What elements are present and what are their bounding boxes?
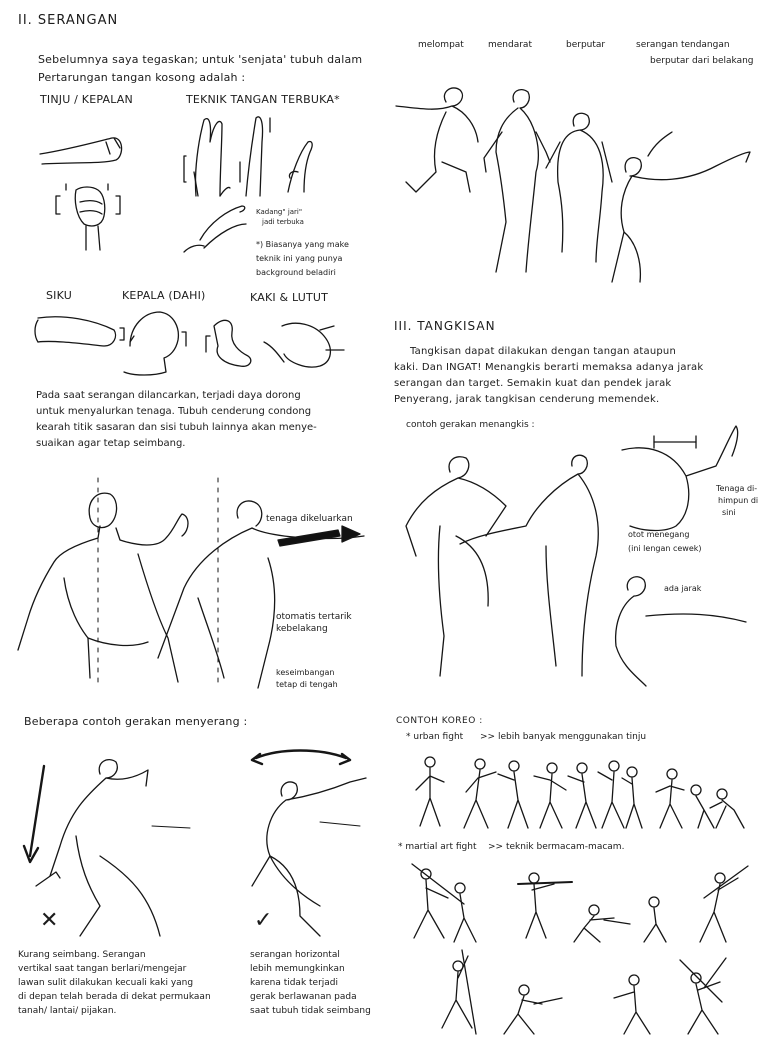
footnote-line-1: *) Biasanya yang make	[256, 240, 349, 249]
serangan-para-line: suaikan agar tetap seimbang.	[36, 438, 186, 449]
fist-drawing	[36, 120, 136, 260]
urban-fight-label: * urban fight	[406, 732, 464, 742]
wrong-line: di depan telah berada di dekat permukaan	[18, 992, 211, 1002]
right-line: gerak berlawanan pada	[250, 992, 357, 1002]
wrong-line: Kurang seimbang. Serangan	[18, 950, 146, 960]
label-auto-pull-1: otomatis tertarik	[276, 612, 352, 622]
label-head: KEPALA (DAHI)	[122, 289, 206, 302]
block-example-label: contoh gerakan menangkis :	[406, 420, 535, 430]
tangkisan-para-line: Penyerang, jarak tangkisan cenderung memendek.	[394, 394, 660, 405]
move-spin-label: berputar	[566, 40, 606, 50]
power-note-2: himpun di	[718, 496, 759, 505]
tangkisan-para-line: Tangkisan dapat dilakukan dengan tangan ataupun	[410, 346, 677, 357]
label-fist: TINJU / KEPALAN	[40, 93, 133, 106]
serangan-para-line: untuk menyalurkan tenaga. Tubuh cenderung condong	[36, 406, 312, 417]
move-kick-label-2: berputar dari belakang	[650, 56, 754, 66]
urban-fight-note: >> lebih banyak menggunakan tinju	[480, 732, 647, 742]
tangkisan-para-line: serangan dan target. Semakin kuat dan pendek jarak	[394, 378, 672, 389]
move-jump-label: melompat	[418, 40, 464, 50]
label-open-hand: TEKNIK TANGAN TERBUKA*	[186, 93, 340, 106]
wrong-line: tanah/ lantai/ pijakan.	[18, 1006, 117, 1016]
wrong-line: lawan sulit dilakukan kecuali kaki yang	[18, 978, 194, 988]
right-line: serangan horizontal	[250, 950, 340, 960]
urban-fight-sequence	[410, 750, 754, 840]
attack-examples-heading: Beberapa contoh gerakan menyerang :	[24, 715, 248, 728]
muscle-note-2: (ini lengan cewek)	[628, 544, 702, 553]
serangan-para-line: kearah titik sasaran dan sisi tubuh lainnya akan menye-	[36, 422, 317, 433]
note-fingers-1: Kadang" jari"	[256, 208, 303, 216]
choreo-heading: CONTOH KOREO :	[396, 716, 483, 726]
attack-example-figures	[20, 746, 376, 956]
note-fingers-2: jadi terbuka	[262, 218, 304, 226]
footnote-line-2: teknik ini yang punya	[256, 254, 343, 263]
elbow-head-knee-drawings	[34, 306, 364, 388]
wrong-mark: ✕	[40, 908, 59, 933]
right-mark: ✓	[254, 908, 273, 933]
power-note-1: Tenaga di-	[716, 484, 758, 493]
label-elbow: SIKU	[46, 289, 72, 302]
serangan-intro-line1: Sebelumnya saya tegaskan; untuk 'senjata' tubuh dalam	[38, 53, 363, 66]
label-knee: KAKI & LUTUT	[250, 291, 329, 304]
distance-note: ada jarak	[664, 584, 702, 593]
footnote-line-3: background beladiri	[256, 268, 336, 277]
label-auto-pull-2: kebelakang	[276, 624, 328, 634]
martial-fight-sequence	[404, 858, 754, 1044]
blocking-figures	[396, 436, 746, 686]
tangkisan-para-line: kaki. Dan INGAT! Menangkis berarti memaksa adanya jarak	[394, 362, 704, 373]
wrong-line: vertikal saat tangan berlari/mengejar	[18, 964, 187, 974]
right-line: karena tidak terjadi	[250, 978, 339, 988]
move-kick-label-1: serangan tendangan	[636, 40, 730, 50]
label-balance-1: keseimbangan	[276, 668, 335, 677]
label-balance-2: tetap di tengah	[276, 680, 338, 689]
muscle-note-1: otot menegang	[628, 530, 690, 539]
serangan-para-line: Pada saat serangan dilancarkan, terjadi daya dorong	[36, 390, 301, 401]
jump-spin-kick-sequence	[386, 72, 756, 292]
section-serangan-heading: II. SERANGAN	[18, 13, 119, 28]
power-note-3: sini	[722, 508, 736, 517]
label-force-out: tenaga dikeluarkan	[266, 514, 353, 524]
right-line: saat tubuh tidak seimbang	[250, 1006, 371, 1016]
martial-fight-note: >> teknik bermacam-macam.	[488, 842, 625, 852]
martial-fight-label: * martial art fight	[398, 842, 477, 852]
right-line: lebih memungkinkan	[250, 964, 345, 974]
serangan-intro-line2: Pertarungan tangan kosong adalah :	[38, 71, 246, 84]
section-tangkisan-heading: III. TANGKISAN	[394, 319, 496, 333]
move-land-label: mendarat	[488, 40, 532, 50]
